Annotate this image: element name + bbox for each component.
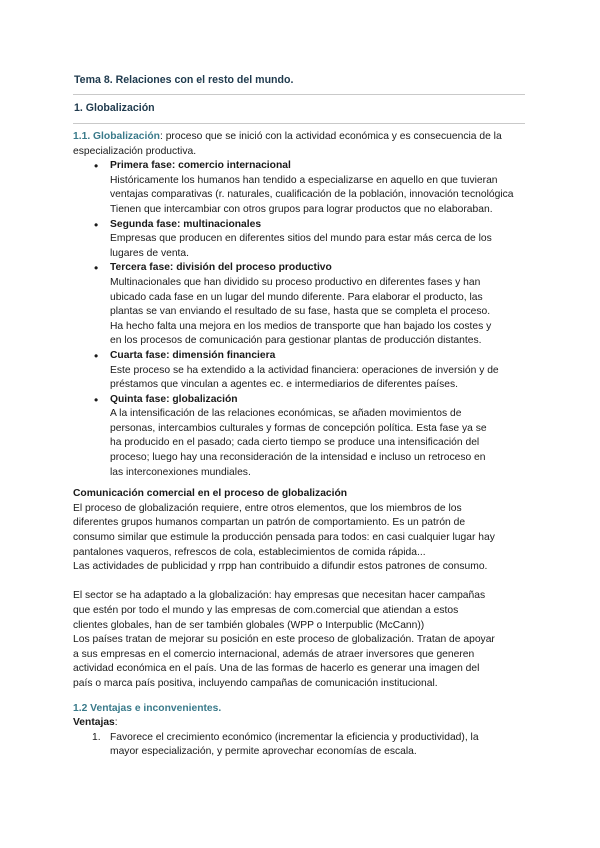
list-item [110, 349, 533, 393]
comunicacion-paragraph-1: El proceso de globalización requiere, entre otros elementos, que los miembros de los diferentes grupos humanos compartan un patrón de comportamiento. Es un patrón de consumo similar que estimule la producción pensada para todos: en casi cualquier lugar hay pantalones vaqueros, refrescos de cola, establecimientos de comida rápida... Las actividades de publicidad y rrpp han contribuido a difundir estos patrones de consumo. [73, 502, 495, 573]
title-divider [73, 94, 525, 95]
list-item [110, 393, 533, 481]
ventajas-heading: 1.2 Ventajas e inconvenientes. [73, 702, 222, 714]
section-heading: 1. Globalización [74, 102, 155, 114]
phase-title: • Segunda fase: multinacionales [110, 218, 262, 230]
list-item: 1. Favorece el crecimiento económico (incrementar la eficiencia y productividad), la mayor especialización, y permite aprovechar economías de escala. [92, 731, 479, 758]
phase-title: • Tercera fase: división del proceso productivo [110, 262, 332, 274]
globalizacion-intro: 1.1. Globalización: proceso que se inició con la actividad económica y es consecuencia de la especialización productiva. [73, 131, 502, 157]
comunicacion-heading: Comunicación comercial en el proceso de globalización [73, 488, 348, 500]
list-number: 1. [92, 731, 101, 743]
ventajas-list [73, 731, 533, 760]
phase-title: • Quinta fase: globalización [110, 393, 238, 405]
document-body [73, 130, 533, 760]
phase-description: Históricamente los humanos han tendido a especializarse en aquello en que tuvieran ventajas comparativas (r. naturales, cualificación de la población, innovación tecnológica Tienen que intercambiar con otros grupos para lograr productos que no elaboraban. [110, 174, 514, 215]
phase-list [73, 159, 533, 480]
phase-title: • Cuarta fase: dimensión financiera [110, 349, 276, 361]
phase-description: Este proceso se ha extendido a la actividad financiera: operaciones de inversión y de préstamos que vinculan a agentes ec. e intermediarios de diferentes países. [110, 364, 499, 391]
phase-title: • Primera fase: comercio internacional [110, 160, 291, 172]
list-item [110, 159, 533, 217]
ventajas-label: Ventajas: [73, 717, 118, 729]
document-title: Tema 8. Relaciones con el resto del mundo. [74, 74, 294, 86]
phase-description: Empresas que producen en diferentes sitios del mundo para estar más cerca de los lugares de venta. [110, 233, 492, 259]
phase-description: Multinacionales que han dividido su proceso productivo en diferentes fases y han ubicado cada fase en un lugar del mundo diferente. Para elaborar el producto, las plantas se van enviando el resultado de su fase, hasta que se completa el proceso. Ha hecho falta una mejora en los medios de transporte que han bajado los costes y en los procesos de comunicación para gestionar plantas de producción distantes. [110, 276, 492, 347]
list-item [110, 261, 533, 349]
subsection-heading: 1.1. Globalización [73, 131, 160, 142]
section-divider [73, 123, 525, 124]
list-item [110, 218, 533, 262]
comunicacion-paragraph-2: El sector se ha adaptado a la globalización: hay empresas que necesitan hacer campañas que estén por todo el mundo y las empresas de com.comercial que atiendan a estos clientes globales, han de ser también globales (WPP o Interpublic (McCann)) Los países tratan de mejorar su posición en este proceso de globalización. Tratan de apoyar a sus empresas en el comercio internacional, además de atraer inversores que generen actividad económica en el país. Una de las formas de hacerlo es generar una imagen del país o marca país positiva, incluyendo campañas de comunicación institucional. [73, 590, 495, 689]
phase-description: A la intensificación de las relaciones económicas, se añaden movimientos de personas, intercambios culturales y formas de concepción política. Esta fase ya se ha producido en el pasado; cada cierto tiempo se produce una intensificación del proceso; luego hay una reconsideración de la intensidad e incluso un retroceso en las interconexiones mundiales. [110, 408, 487, 478]
